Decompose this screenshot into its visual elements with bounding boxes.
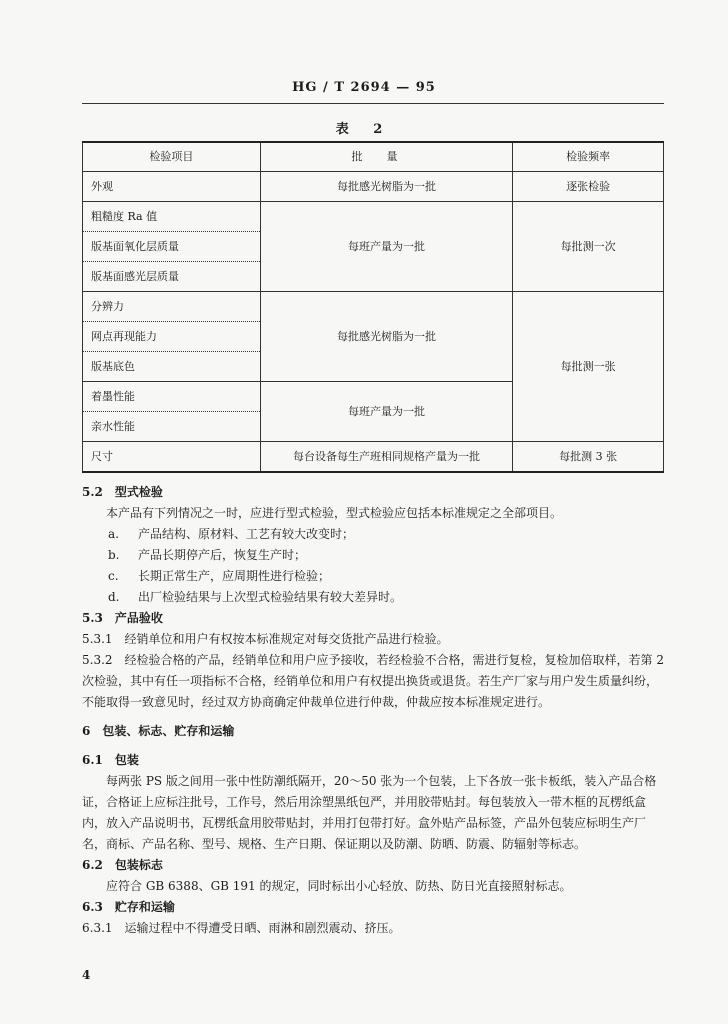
paragraph-5-2-intro: 本产品有下列情况之一时，应进行型式检验，型式检验应包括本标准规定之全部项目。 (106, 506, 563, 520)
table-title: 表 2 (335, 122, 393, 137)
table-row (83, 202, 664, 232)
table-cell-batch: 每批感光树脂为一批 (260, 292, 513, 382)
table-cell-item: 分辨力 (83, 292, 261, 322)
table-cell-item: 版基面氧化层质量 (83, 232, 261, 262)
table-cell-batch: 每班产量为一批 (260, 202, 513, 292)
table-cell-item: 版基底色 (83, 352, 261, 382)
table-row (83, 172, 664, 202)
header-divider (82, 103, 664, 104)
section-heading-6-1: 6.1 包装 (82, 753, 139, 767)
table-cell-batch: 每批感光树脂为一批 (260, 172, 513, 202)
list-item-text: 长期正常生产，应周期性进行检验； (138, 569, 331, 583)
paragraph-5-3-2: 5.3.2 经检验合格的产品，经销单位和用户应予接收，若经检验不合格，需进行复检，复检加倍取样，若第 2 次检验，其中有任一项指标不合格，经销单位和用户有权提出换货或退货。若生产厂家与用户发生质量纠纷，不能取得一致意见时，经过双方协商确定仲裁单位进行仲裁，仲裁应按本标准规定进行。 (82, 653, 664, 709)
list-item-text: 产品结构、原材料、工艺有较大改变时； (138, 527, 355, 541)
table-cell-item: 粗糙度 Ra 值 (83, 202, 261, 232)
section-heading-5-2: 5.2 型式检验 (82, 485, 163, 499)
inspection-table (82, 141, 664, 473)
table-header-row (83, 142, 664, 172)
list-item (82, 566, 664, 587)
section-heading-6-3: 6.3 贮存和运输 (82, 900, 175, 914)
table-cell-item: 网点再现能力 (83, 322, 261, 352)
section-heading-6-2: 6.2 包装标志 (82, 858, 163, 872)
list-item-text: 产品长期停产后，恢复生产时； (138, 548, 307, 562)
list-item-text: 出厂检验结果与上次型式检验结果有较大差异时。 (138, 590, 403, 604)
section-heading-5-3: 5.3 产品验收 (82, 611, 163, 625)
list-marker: c. (108, 569, 119, 583)
document-code-header: HG / T 2694 — 95 (292, 80, 436, 95)
table-cell-frequency: 每批测一次 (513, 202, 664, 292)
paragraph-6-2: 应符合 GB 6388、GB 191 的规定，同时标出小心轻放、防热、防日光直接照射标志。 (106, 879, 572, 893)
paragraph-5-3-1: 5.3.1 经销单位和用户有权按本标准规定对每交货批产品进行检验。 (82, 632, 449, 646)
table-row (83, 442, 664, 473)
table-cell-batch: 每班产量为一批 (260, 382, 513, 442)
list-marker: a. (108, 527, 119, 541)
table-cell-item: 亲水性能 (83, 412, 261, 442)
table-cell-item: 外观 (83, 172, 261, 202)
column-header-item: 检验项目 (83, 142, 261, 172)
table-cell-frequency: 逐张检验 (513, 172, 664, 202)
table-cell-item: 着墨性能 (83, 382, 261, 412)
section-heading-6: 6 包装、标志、贮存和运输 (82, 724, 235, 738)
list-marker: b. (108, 548, 120, 562)
list-item (82, 524, 664, 545)
table-cell-frequency: 每批测 3 张 (513, 442, 664, 473)
list-item (82, 587, 664, 608)
table-cell-item: 尺寸 (83, 442, 261, 473)
list-marker: d. (108, 590, 120, 604)
column-header-batch: 批量 (260, 142, 513, 172)
table-cell-frequency: 每批测一张 (513, 292, 664, 442)
table-cell-batch: 每台设备每生产班相同规格产量为一批 (260, 442, 513, 473)
list-item (82, 545, 664, 566)
body-text (82, 482, 664, 939)
column-header-frequency: 检验频率 (513, 142, 664, 172)
table-cell-item: 版基面感光层质量 (83, 262, 261, 292)
page-number: 4 (82, 968, 91, 982)
paragraph-6-1: 每两张 PS 版之间用一张中性防潮纸隔开，20～50 张为一个包装，上下各放一张卡板纸，装入产品合格证，合格证上应标注批号，工作号，然后用涂塑黑纸包严，并用胶带贴封。每包装放入一带木框的瓦楞纸盒内，放入产品说明书，瓦楞纸盒用胶带贴封，并用打包带打好。盒外贴产品标签，产品外包装应标明生产厂名，商标、产品名称、型号、规格、生产日期、保证期以及防潮、防晒、防震、防辐射等标志。 (82, 774, 657, 851)
table-row (83, 292, 664, 322)
paragraph-6-3-1: 6.3.1 运输过程中不得遭受日晒、雨淋和剧烈震动、挤压。 (82, 921, 401, 935)
